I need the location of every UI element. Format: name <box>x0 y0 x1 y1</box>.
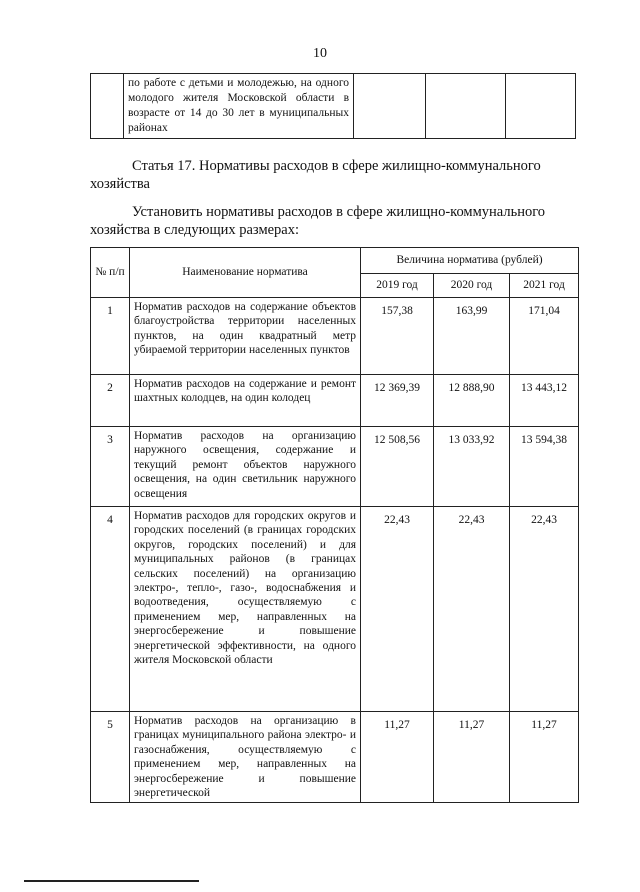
row-name: Норматив расходов на содержание и ремонт шахтных колодцев, на один колодец <box>130 375 361 427</box>
empty-cell <box>91 74 124 139</box>
table-row <box>91 427 579 507</box>
norms-table <box>90 247 579 803</box>
table-row <box>91 712 579 803</box>
empty-cell <box>426 74 506 139</box>
row-number: 1 <box>91 298 130 375</box>
row-name: Норматив расходов на содержание объектов благоустройства территории населенных пунктов, на один квадратный метр убираемой территории населенных пунктов <box>130 298 361 375</box>
intro-line2: хозяйства в следующих размерах: <box>90 222 300 238</box>
row-number: 5 <box>91 712 130 803</box>
intro-paragraph <box>90 203 577 239</box>
value-2020: 163,99 <box>434 298 510 375</box>
value-2021: 22,43 <box>510 507 579 712</box>
row-name: Норматив расходов для городских округов и городских поселений (в границах городских округов, городских поселений) и для муниципальных районов (в границах сельских поселений) на организацию электро-, тепло-, газо-, водоснабжения и водоотведения, осуществляемую с применением мер, направленных на энергосбережение и повышение энергетической эффективности, на одного жителя Московской области <box>130 507 361 712</box>
continuation-table <box>90 73 576 139</box>
table-row <box>91 375 579 427</box>
value-2021: 11,27 <box>510 712 579 803</box>
empty-cell <box>506 74 576 139</box>
page-number: 10 <box>313 46 327 61</box>
header-year-2019: 2019 год <box>361 274 434 298</box>
row-number: 2 <box>91 375 130 427</box>
header-year-2020: 2020 год <box>434 274 510 298</box>
value-2020: 13 033,92 <box>434 427 510 507</box>
empty-cell <box>354 74 426 139</box>
value-2019: 157,38 <box>361 298 434 375</box>
row-number: 4 <box>91 507 130 712</box>
value-2019: 22,43 <box>361 507 434 712</box>
row-name: Норматив расходов на организацию в границах муниципального района электро- и газоснабжения, осуществляемую с применением мер, направленных на энергосбережение и повышение энергетической <box>130 712 361 803</box>
article-heading <box>90 157 577 193</box>
continuation-text: по работе с детьми и молодежью, на одного молодого жителя Московской области в возрасте от 14 до 30 лет в муниципальных районах <box>124 74 354 139</box>
header-name: Наименование норматива <box>130 248 361 298</box>
header-year-2021: 2021 год <box>510 274 579 298</box>
row-number: 3 <box>91 427 130 507</box>
value-2021: 13 443,12 <box>510 375 579 427</box>
table-row <box>91 298 579 375</box>
value-2019: 11,27 <box>361 712 434 803</box>
value-2019: 12 508,56 <box>361 427 434 507</box>
value-2021: 13 594,38 <box>510 427 579 507</box>
footer-rule <box>24 880 199 882</box>
value-2021: 171,04 <box>510 298 579 375</box>
table-row <box>91 507 579 712</box>
value-2020: 11,27 <box>434 712 510 803</box>
row-name: Норматив расходов на организацию наружного освещения, содержание и текущий ремонт объектов наружного освещения, на один светильник наружного освещения <box>130 427 361 507</box>
intro-line1: Установить нормативы расходов в сфере жилищно-коммунального <box>132 204 546 220</box>
value-2020: 22,43 <box>434 507 510 712</box>
table-row <box>91 74 576 139</box>
article-heading-line1: Статья 17. Нормативы расходов в сфере жилищно-коммунального <box>132 158 541 174</box>
article-heading-line2: хозяйства <box>90 176 150 192</box>
value-2020: 12 888,90 <box>434 375 510 427</box>
header-num: № п/п <box>91 248 130 298</box>
header-value-group: Величина норматива (рублей) <box>361 248 579 274</box>
value-2019: 12 369,39 <box>361 375 434 427</box>
